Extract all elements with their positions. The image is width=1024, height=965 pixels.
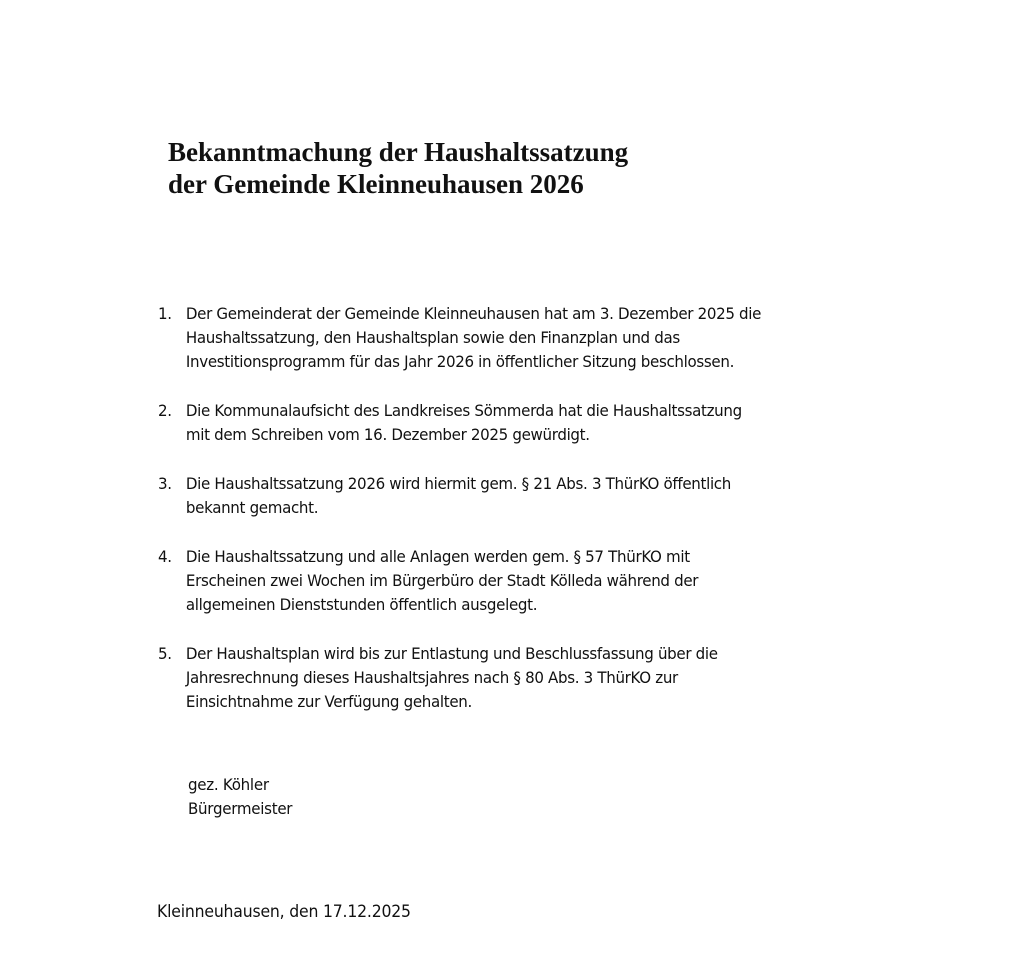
list-item-number: 4. — [158, 547, 172, 566]
signature-role: Bürgermeister — [188, 799, 293, 818]
place-date: Kleinneuhausen, den 17.12.2025 — [157, 902, 411, 921]
list-item-number: 2. — [158, 401, 172, 420]
list-item-line: Einsichtnahme zur Verfügung gehalten. — [185, 692, 472, 711]
list-item-line: Die Kommunalaufsicht des Landkreises Sömmerda hat die Haushaltssatzung — [185, 401, 742, 420]
signature-name: gez. Köhler — [188, 775, 269, 794]
list-item-number: 1. — [158, 304, 172, 323]
list-item-5 — [158, 642, 761, 714]
list-item-line: allgemeinen Dienststunden öffentlich ausgelegt. — [185, 595, 538, 614]
title-line-2: der Gemeinde Kleinneuhausen 2026 — [168, 169, 584, 199]
list-item-4 — [158, 545, 761, 617]
list-item-line: Der Haushaltsplan wird bis zur Entlastung und Beschlussfassung über die — [185, 644, 718, 663]
list-item-line: Erscheinen zwei Wochen im Bürgerbüro der Stadt Kölleda während der — [185, 571, 699, 590]
list-item-line: bekannt gemacht. — [185, 498, 319, 517]
list-item-line: mit dem Schreiben vom 16. Dezember 2025 gewürdigt. — [185, 425, 590, 444]
list-item-3 — [158, 472, 761, 520]
title-line-1: Bekanntmachung der Haushaltssatzung — [168, 137, 629, 167]
list-item-line: Die Haushaltssatzung 2026 wird hiermit gem. § 21 Abs. 3 ThürKO öffentlich — [185, 474, 731, 493]
list-item-line: Investitionsprogramm für das Jahr 2026 in öffentlicher Sitzung beschlossen. — [185, 352, 735, 371]
list-item-line: Haushaltssatzung, den Haushaltsplan sowie den Finanzplan und das — [185, 328, 680, 347]
list-item-line: Jahresrechnung dieses Haushaltsjahres nach § 80 Abs. 3 ThürKO zur — [185, 668, 678, 687]
list-item-line: Der Gemeinderat der Gemeinde Kleinneuhausen hat am 3. Dezember 2025 die — [185, 304, 762, 323]
numbered-list — [158, 302, 806, 739]
list-item-number: 3. — [158, 474, 172, 493]
list-item-2 — [158, 399, 761, 447]
document-title — [168, 136, 628, 200]
list-item-number: 5. — [158, 644, 172, 663]
signature-block — [188, 773, 292, 821]
list-item-1 — [158, 302, 761, 374]
list-item-line: Die Haushaltssatzung und alle Anlagen werden gem. § 57 ThürKO mit — [185, 547, 690, 566]
